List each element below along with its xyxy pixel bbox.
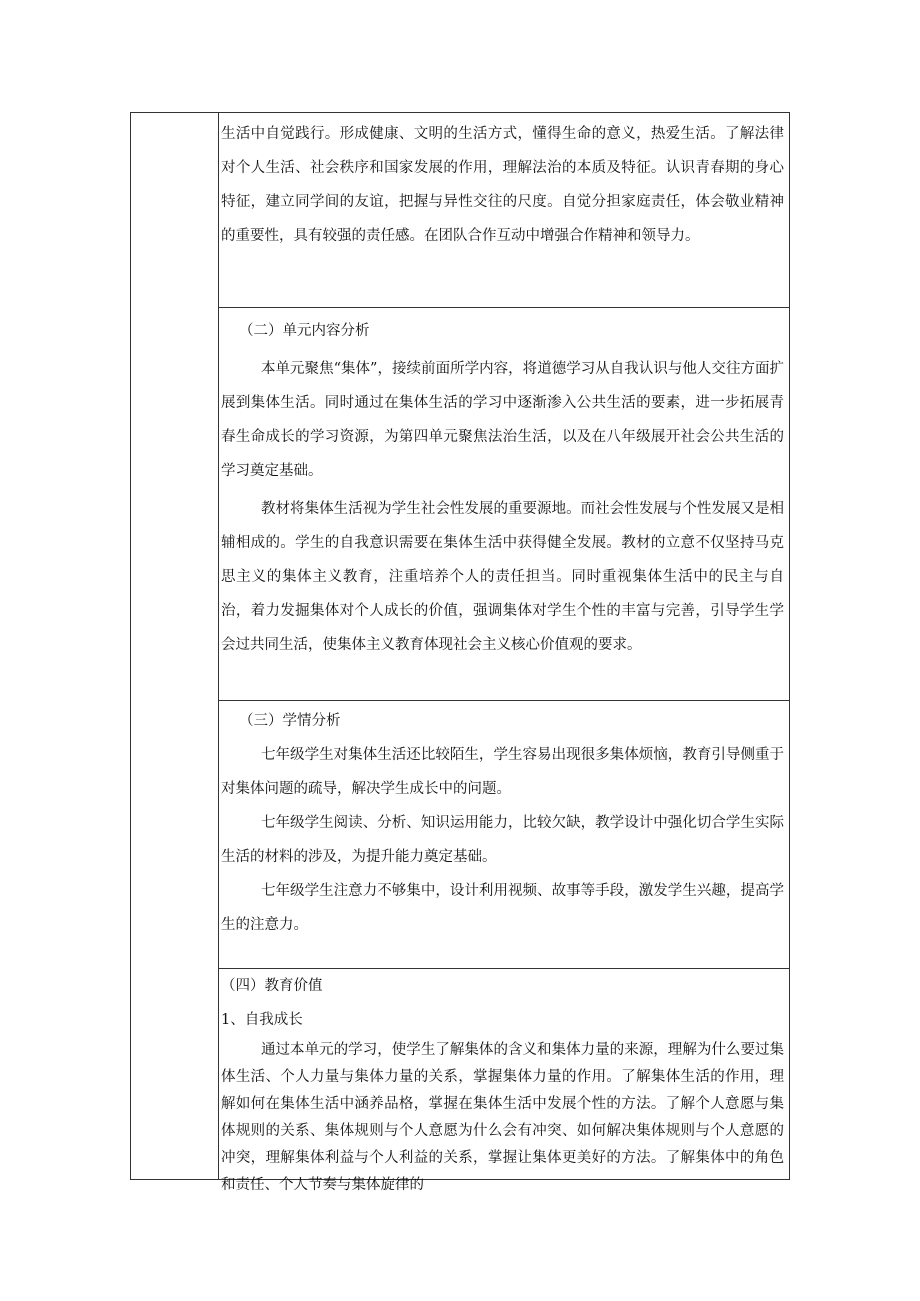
student-analysis-section	[219, 701, 789, 969]
content-paragraph: 教材将集体生活视为学生社会性发展的重要源地。而社会性发展与个性发展又是相辅相成的。学生的自我意识需要在集体生活中获得健全发展。教材的立意不仅坚持马克思主义的集体主义教育，注重培养个人的责任担当。同时重视集体生活中的民主与自治，着力发掘集体对个人成长的价值，强调集体对学生个性的丰富与完善，引导学生学会过共同生活，使集体主义教育体现社会主义核心价值观的要求。	[221, 501, 784, 653]
value-paragraph: 通过本单元的学习，使学生了解集体的含义和集体力量的来源，理解为什么要过集体生活、个人力量与集体力量的关系，掌握集体力量的作用。了解集体生活的作用，理解如何在集体生活中涵养品格，掌握在集体生活中发展个性的方法。了解个人意愿与集体规则的关系、集体规则与个人意愿为什么会有冲突、如何解决集体规则与个人意愿的冲突，理解集体利益与个人利益的关系，掌握让集体更美好的方法。了解集体中的角色和责任、个人节奏与集体旋律的	[221, 1042, 784, 1193]
analysis-paragraph: 七年级学生注意力不够集中，设计利用视频、故事等手段，激发学生兴趣，提高学生的注意力。	[221, 883, 784, 933]
table-right-column	[219, 113, 789, 1193]
lesson-plan-table	[130, 112, 790, 1193]
goals-paragraph: 生活中自觉践行。形成健康、文明的生活方式，懂得生命的意义，热爱生活。了解法律对个人生活、社会秩序和国家发展的作用，理解法治的本质及特征。认识青春期的身心特征，建立同学间的友谊，把握与异性交往的尺度。自觉分担家庭责任，体会敬业精神的重要性，具有较强的责任感。在团队合作互动中增强合作精神和领导力。	[221, 126, 784, 244]
analysis-paragraph: 七年级学生阅读、分析、知识运用能力，比较欠缺，教学设计中强化切合学生实际生活的材料的涉及，为提升能力奠定基础。	[221, 815, 784, 865]
section-heading: （二）单元内容分析	[239, 323, 370, 339]
section-heading: （四）教育价值	[221, 978, 323, 994]
subsection-heading: 1、自我成长	[221, 1012, 303, 1028]
table-left-column	[131, 113, 219, 1179]
unit-content-section	[219, 308, 789, 701]
content-paragraph: 本单元聚焦“集体”，接续前面所学内容，将道德学习从自我认识与他人交往方面扩展到集体生活。同时通过在集体生活的学习中逐渐渗入公共生活的要素，进一步拓展青春生命成长的学习资源，为第四单元聚焦法治生活，以及在八年级展开社会公共生活的学习奠定基础。	[221, 361, 784, 479]
analysis-paragraph: 七年级学生对集体生活还比较陌生，学生容易出现很多集体烦恼，教育引导侧重于对集体问题的疏导，解决学生成长中的问题。	[221, 747, 784, 797]
education-value-section	[219, 969, 789, 1193]
section-heading: （三）学情分析	[239, 713, 341, 729]
goals-section	[219, 113, 789, 308]
